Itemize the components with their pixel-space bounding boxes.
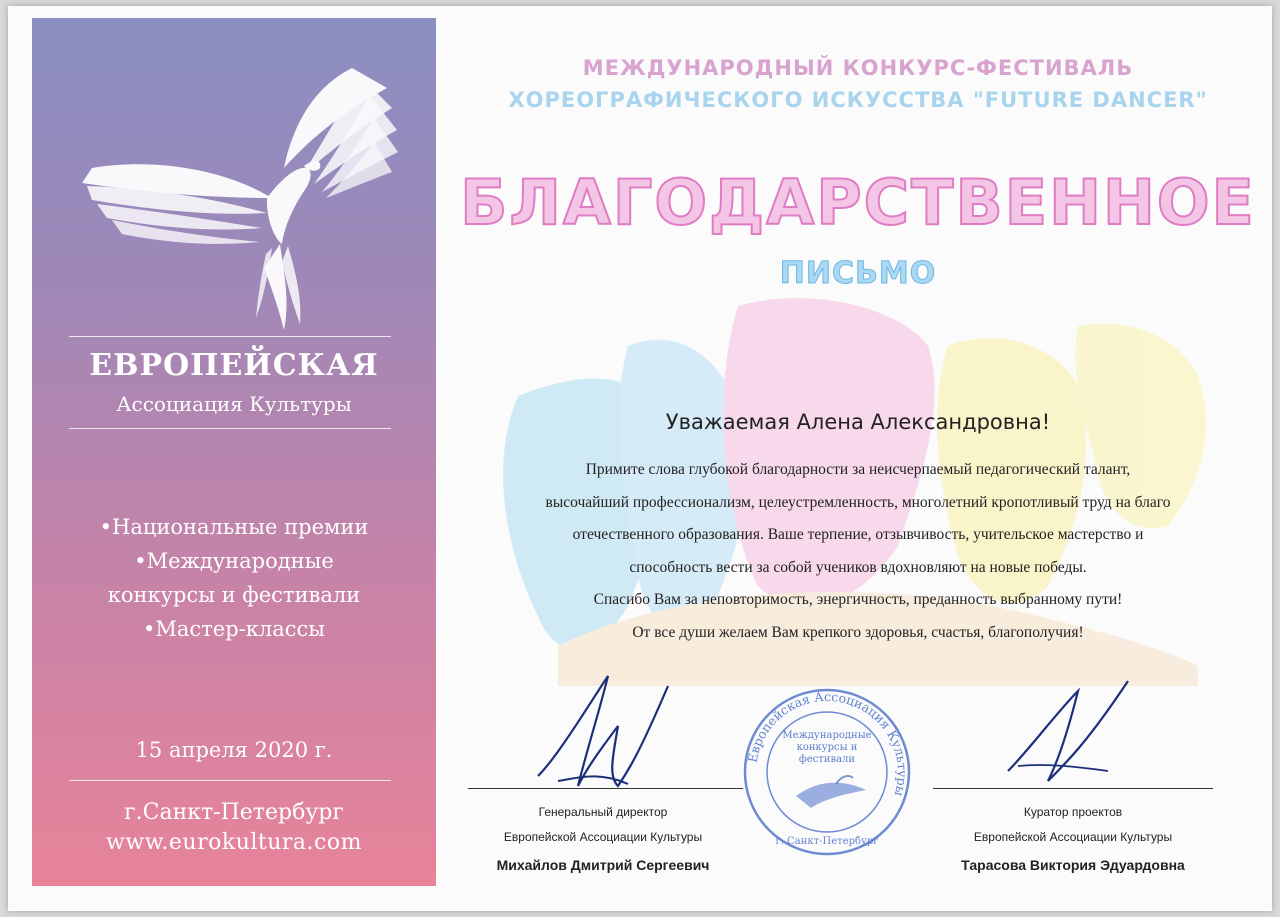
contest-title-line1: МЕЖДУНАРОДНЫЙ КОНКУРС-ФЕСТИВАЛЬ [582, 56, 1134, 80]
service-item: •Международные [134, 549, 334, 573]
website-link: www.eurokultura.com [106, 830, 362, 855]
divider [69, 336, 391, 337]
letter-line: отечественного образования. Ваше терпение, отзывчивость, учительское мастерство и [572, 526, 1144, 543]
org-name: ЕВРОПЕЙСКАЯ [89, 348, 379, 383]
divider [69, 780, 391, 781]
crane-logo-icon [52, 48, 402, 338]
letter-line: От все души желаем Вам крепкого здоровья, счастья, благополучия! [632, 623, 1084, 641]
org-subtitle: Ассоциация Культуры [116, 392, 352, 416]
letter-line: Примите слова глубокой благодарности за неисчерпаемый педагогический талант, [585, 461, 1131, 478]
signature-block-right [923, 800, 1223, 880]
stamp-center-text: Международные конкурсы и фестивали [782, 730, 872, 765]
signer-name: Тарасова Виктория Эдуардовна [961, 857, 1185, 873]
letter-title: БЛАГОДАРСТВЕННОЕ [460, 166, 1256, 239]
letter-line: Спасибо Вам за неповторимость, энергичность, преданность выбранному пути! [593, 591, 1123, 608]
signer-name: Михайлов Дмитрий Сергеевич [496, 857, 710, 873]
signer-role: Куратор проектов [1023, 805, 1123, 819]
sidebar-panel [32, 18, 436, 886]
official-stamp-icon [741, 686, 913, 858]
service-item: •Национальные премии [99, 515, 369, 539]
letter-line: высочайший профессионализм, целеустремленность, многолетний кропотливый труд на благо [545, 493, 1171, 511]
signature-line [468, 788, 743, 789]
signer-role: Генеральный директор [538, 805, 668, 819]
signature-left-icon [518, 666, 678, 796]
contest-title-line2: ХОРЕОГРАФИЧЕСКОГО ИСКУССТВА "FUTURE DANCER" [508, 88, 1208, 112]
divider [69, 428, 391, 429]
signature-line [933, 788, 1213, 789]
signature-right-icon [998, 671, 1138, 791]
service-item: •Мастер-классы [143, 617, 325, 641]
letter-subtitle: ПИСЬМО [779, 256, 937, 291]
certificate-sheet [8, 6, 1272, 911]
services-list [32, 510, 436, 646]
issue-date: 15 апреля 2020 г. [135, 738, 333, 762]
city: г.Санкт-Петербург [124, 800, 344, 825]
stamp-city: г. Санкт-Петербург [775, 836, 879, 847]
signer-org: Европейской Ассоциации Культуры [503, 830, 703, 844]
stamp-ring-text: Европейская Ассоциация Культуры [744, 688, 911, 798]
signer-org: Европейской Ассоциации Культуры [973, 830, 1173, 844]
service-item: конкурсы и фестивали [107, 583, 361, 607]
signature-block-left [453, 800, 753, 880]
greeting: Уважаемая Алена Александровна! [665, 410, 1051, 434]
letter-body [428, 454, 1272, 649]
letter-line: способность вести за собой учеников вдохновляют на новые победы. [629, 558, 1087, 576]
